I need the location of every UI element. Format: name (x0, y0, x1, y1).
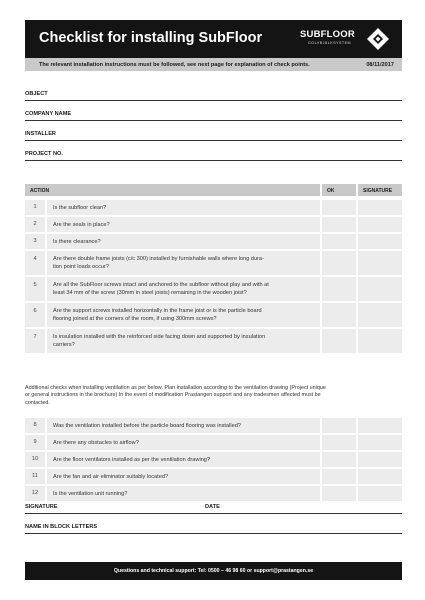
signature-cell[interactable] (358, 251, 402, 275)
row-number: 10 (25, 452, 45, 467)
row-number: 12 (25, 486, 45, 501)
ok-cell[interactable] (322, 329, 356, 353)
action-text: Is the ventilation unit running? (47, 486, 320, 501)
ok-cell[interactable] (322, 418, 356, 433)
object-field[interactable] (25, 87, 402, 101)
project-no-label: PROJECT NO. (25, 151, 63, 157)
ok-cell[interactable] (322, 452, 356, 467)
installer-label: INSTALLER (25, 131, 56, 137)
logo-tagline: GOLVBJÄLKSYSTEM (308, 41, 351, 45)
action-text: Are there double frame joists (c/c 300) installed by furnishable walls where long dura- tion point loads occur? (47, 251, 320, 275)
ok-cell[interactable] (322, 469, 356, 484)
ok-cell[interactable] (322, 234, 356, 249)
date-label: DATE (205, 504, 220, 510)
action-text: Are the support screws installed horizontally in the frame joist or is the particle board flooring joined at the corners of the room, if using 300mm screws? (47, 303, 320, 327)
ok-cell[interactable] (322, 303, 356, 327)
document-date: 08/11/2017 (366, 61, 394, 68)
row-number: 2 (25, 217, 45, 232)
action-text: Is there clearance? (47, 234, 320, 249)
company-name-label: COMPANY NAME (25, 111, 72, 117)
ok-cell[interactable] (322, 217, 356, 232)
signature-date-field[interactable] (25, 500, 402, 514)
block-letters-name-field[interactable] (25, 520, 402, 534)
row-number: 1 (25, 200, 45, 215)
action-text: Are all the SubFloor screws intact and anchored to the subfloor without play and with at least 34 mm of the screw (30mm in steel joists) remaining in the wooden joist? (47, 277, 320, 301)
row-number: 6 (25, 303, 45, 327)
diamond-logo-icon (366, 27, 390, 51)
subfloor-logo (300, 26, 390, 52)
row-number: 11 (25, 469, 45, 484)
row-number: 3 (25, 234, 45, 249)
ok-cell[interactable] (322, 435, 356, 450)
signature-cell[interactable] (358, 435, 402, 450)
signature-cell[interactable] (358, 469, 402, 484)
signature-header: SIGNATURE (358, 184, 402, 196)
signature-cell[interactable] (358, 303, 402, 327)
signature-cell[interactable] (358, 329, 402, 353)
object-label: OBJECT (25, 91, 48, 97)
name-label: NAME IN BLOCK LETTERS (25, 524, 98, 530)
signature-cell[interactable] (358, 452, 402, 467)
support-footer (25, 562, 402, 580)
company-name-field[interactable] (25, 107, 402, 121)
ok-header: OK (322, 184, 356, 196)
action-text: Are the floor ventilators installed as per the ventilation drawing? (47, 452, 320, 467)
row-number: 5 (25, 277, 45, 301)
instruction-bar (25, 58, 402, 71)
action-text: Is the subfloor clean? (47, 200, 320, 215)
row-number: 8 (25, 418, 45, 433)
action-header: ACTION (25, 184, 320, 196)
signature-cell[interactable] (358, 200, 402, 215)
row-number: 4 (25, 251, 45, 275)
action-text: Are there any obstacles to airflow? (47, 435, 320, 450)
action-text: Is insulation installed with the reinforced side facing down and supported by insulation carriers? (47, 329, 320, 353)
signature-cell[interactable] (358, 217, 402, 232)
support-contact-text: Questions and technical support: Tel: 0500 – 46 98 60 or support@prastangen.se (113, 568, 314, 574)
logo-wordmark: SUBFLOOR (300, 29, 355, 40)
action-text: Are the seals in place? (47, 217, 320, 232)
row-number: 7 (25, 329, 45, 353)
action-text: Was the ventilation installed before the particle board flooring was installed? (47, 418, 320, 433)
signature-label: SIGNATURE (25, 504, 58, 510)
installer-field[interactable] (25, 127, 402, 141)
signature-cell[interactable] (358, 234, 402, 249)
project-no-field[interactable] (25, 147, 402, 161)
header-bar (25, 20, 402, 58)
ok-cell[interactable] (322, 251, 356, 275)
signature-cell[interactable] (358, 418, 402, 433)
action-text: Are the fan and air eliminator suitably located? (47, 469, 320, 484)
action-checklist-table (25, 184, 402, 376)
ventilation-checklist-table (25, 418, 402, 498)
ok-cell[interactable] (322, 277, 356, 301)
signature-cell[interactable] (358, 277, 402, 301)
ventilation-note: Additional checks when installing ventilation as per below. Plan installation according to the ventilation drawing (Project unique or general instructions in the brochure) In the event of modification Prastangen support and any tradesmen affected must be contacted. (25, 385, 326, 406)
signature-cell[interactable] (358, 486, 402, 501)
page-title: Checklist for installing SubFloor (39, 30, 263, 46)
row-number: 9 (25, 435, 45, 450)
ok-cell[interactable] (322, 200, 356, 215)
ok-cell[interactable] (322, 486, 356, 501)
instruction-text: The relevant installation instructions must be followed, see next page for explanation of check points. (39, 61, 310, 68)
